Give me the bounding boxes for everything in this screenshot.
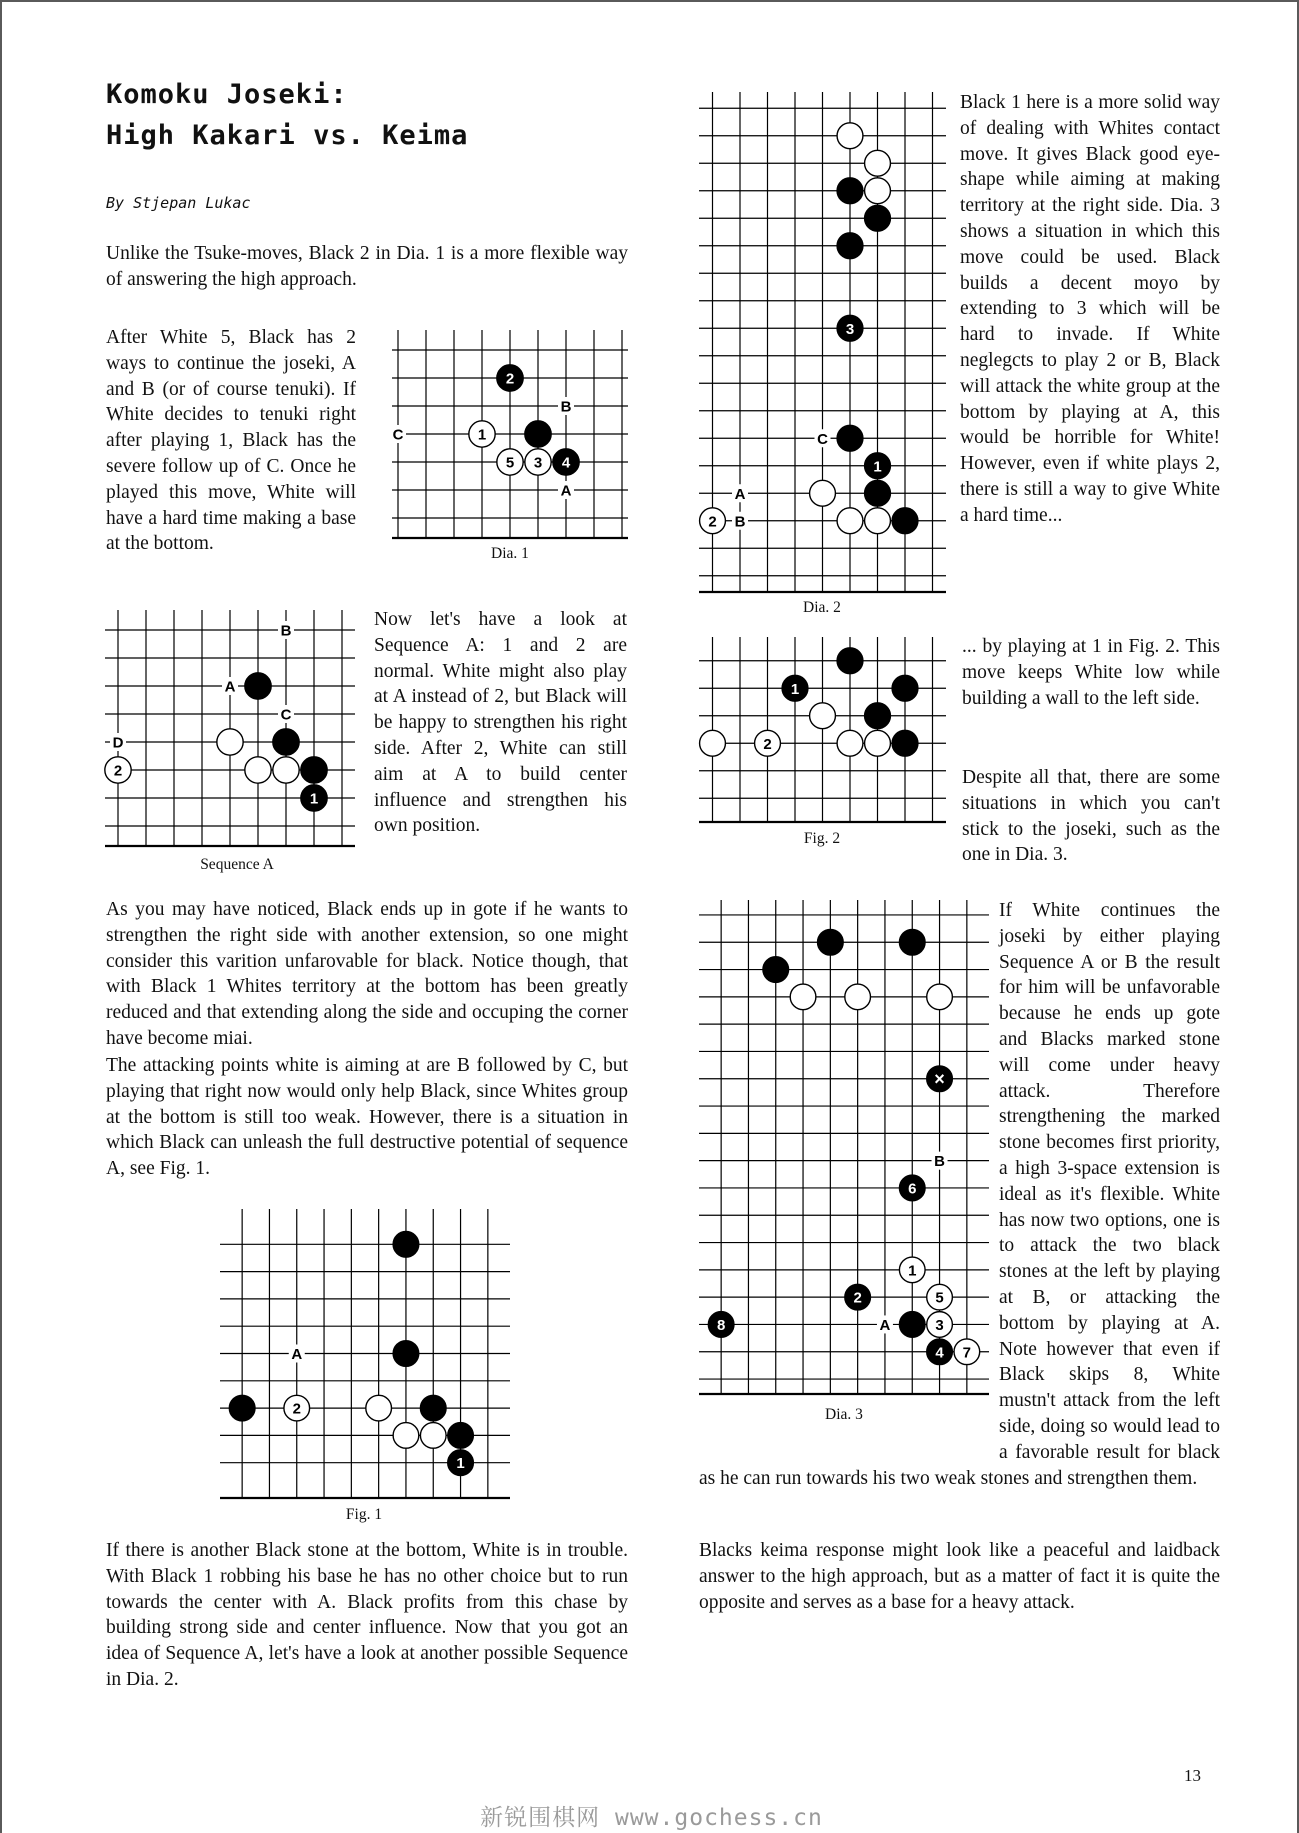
white-stone — [837, 508, 863, 534]
point-label: A — [291, 1346, 303, 1363]
white-stone — [837, 123, 863, 149]
dia1-board — [392, 330, 628, 538]
intro-paragraph: Unlike the Tsuke-moves, Black 2 in Dia. 1 is a more flexible way of answering the high approach. — [106, 243, 628, 290]
dia1-board-svg — [392, 330, 628, 538]
white-stone — [217, 729, 243, 755]
stone-number: 2 — [292, 1400, 301, 1418]
dia2-board-svg — [699, 92, 946, 592]
stone-number: 7 — [962, 1344, 972, 1362]
black-stone — [448, 1423, 474, 1449]
stone-number: 1 — [309, 790, 319, 808]
black-stone — [865, 205, 891, 231]
stone-number: 4 — [935, 1344, 944, 1362]
black-stone — [837, 233, 863, 259]
stone-number: 1 — [908, 1262, 917, 1280]
black-stone — [865, 703, 891, 729]
stone-number: 1 — [456, 1455, 465, 1473]
site-watermark: 新锐围棋网 www.gochess.cn — [480, 1805, 823, 1831]
point-label: B — [734, 513, 746, 531]
point-label: D — [112, 734, 124, 752]
dia3-caption: Dia. 3 — [825, 1406, 863, 1423]
fig2-board-svg — [699, 637, 946, 822]
dia2-caption: Dia. 2 — [803, 599, 841, 616]
title-line-2: High Kakari vs. Keima — [106, 120, 469, 151]
white-stone — [700, 730, 726, 756]
dia1-caption: Dia. 1 — [491, 545, 529, 562]
black-stone — [420, 1395, 446, 1421]
stone-number: 2 — [853, 1289, 862, 1307]
stone-number: 5 — [505, 454, 515, 472]
stone-number: 3 — [845, 320, 855, 338]
point-label: B — [934, 1153, 945, 1171]
white-stone — [865, 730, 891, 756]
fig2-board — [699, 637, 946, 822]
stone-number: 8 — [716, 1316, 726, 1334]
stone-number: 2 — [763, 735, 772, 753]
stone-number: 4 — [561, 454, 571, 472]
white-stone — [865, 508, 891, 534]
point-label: B — [280, 622, 292, 640]
article-title — [106, 74, 468, 156]
dia3-float-spacer — [699, 898, 999, 1444]
white-stone — [273, 757, 299, 783]
stone-number: 3 — [533, 454, 543, 472]
keima-paragraph: Blacks keima response might look like a peaceful and laidback answer to the high approach, but as a matter of fact it is quite the opposite and serves as a base for a heavy attack. — [699, 1540, 1220, 1613]
fig1-board — [220, 1209, 510, 1498]
stone-number: 1 — [790, 680, 800, 698]
page-number: 13 — [1184, 1766, 1201, 1785]
fig1-paragraph: If there is another Black stone at the bottom, White is in trouble. With Black 1 robbing his base he has no other choice but to run towards the center with A. Black profits from this chase by building strong side and center influence. Now that you got an idea of Sequence A, let's have a look at another possible Sequence in Dia. 2. — [106, 1540, 628, 1690]
title-line-1: Komoku Joseki: — [106, 79, 348, 110]
black-stone — [229, 1395, 255, 1421]
stone-number: 2 — [505, 370, 515, 388]
point-label: A — [560, 482, 572, 500]
author-byline: By Stjepan Lukac — [106, 194, 251, 212]
dia1-paragraph: After White 5, Black has 2 ways to continue the joseki, A and B (or of course tenuki). If White decides to tenuki right after playing 1, Black has the severe follow up of C. Once he played this move, White will have a hard time making a base at the bottom. — [106, 327, 356, 555]
sequence-a-board-svg — [105, 610, 355, 846]
fig1-board-svg — [220, 1209, 510, 1498]
point-label: A — [224, 678, 236, 696]
stone-number: 1 — [873, 458, 882, 476]
white-stone — [810, 480, 836, 506]
sequence-a-paragraph: Now let's have a look at Sequence A: 1 and 2 are normal. White might also play at A instead of 2, but Black will be happy to strengthen his right side. After 2, White can still aim at A to build center influence and strengthen his own position. — [374, 609, 627, 837]
black-stone — [892, 508, 918, 534]
black-stone — [837, 648, 863, 674]
black-stone — [865, 480, 891, 506]
sequence-a-board — [105, 610, 355, 846]
point-label: C — [392, 426, 404, 444]
stone-number: 1 — [477, 426, 487, 444]
fig2-paragraph: ... by playing at 1 in Fig. 2. This move keeps White low while building a wall to the left side. — [962, 636, 1220, 709]
white-stone — [393, 1423, 419, 1449]
stone-number: × — [934, 1068, 945, 1089]
stone-number: 3 — [935, 1316, 944, 1334]
sequence-a-caption: Sequence A — [200, 856, 274, 873]
white-stone — [865, 178, 891, 204]
black-stone — [525, 421, 551, 447]
black-stone — [245, 673, 271, 699]
black-stone — [393, 1341, 419, 1367]
black-stone — [393, 1231, 419, 1257]
white-stone — [420, 1423, 446, 1449]
fig2-caption: Fig. 2 — [803, 830, 841, 847]
black-stone — [892, 730, 918, 756]
point-label: C — [817, 430, 828, 448]
attacking-points-paragraph: The attacking points white is aiming at are B followed by C, but playing that right now would only help Black, since Whites group at the bottom is still too weak. However, there is a situation in which Black can unleash the full destructive potential of sequence A, see Fig. 1. — [106, 1055, 628, 1180]
black-stone — [892, 675, 918, 701]
stone-number: 6 — [908, 1180, 917, 1198]
stone-number: 5 — [935, 1289, 944, 1307]
dia2-board — [699, 92, 946, 592]
despite-paragraph: Despite all that, there are some situations in which you can't stick to the joseki, such as the one in Dia. 3. — [962, 767, 1220, 866]
black-stone — [837, 178, 863, 204]
point-label: A — [879, 1316, 891, 1334]
black-stone — [273, 729, 299, 755]
point-label: B — [560, 398, 572, 416]
dia2-paragraph: Black 1 here is a more solid way of dealing with Whites contact move. It gives Black good eye-shape while aiming at making territory at the right side. Dia. 3 shows a situation in which this move could be used. Black builds a decent moyo by extending to 3 which will be hard to invade. If White neglegcts to play 2 or B, Black will attack the white group at the bottom by playing at A, this would be horrible for White! However, even if white plays 2, there is still a way to give White a hard time... — [960, 92, 1220, 526]
point-label: C — [280, 706, 292, 724]
point-label: A — [734, 485, 746, 503]
white-stone — [245, 757, 271, 783]
white-stone — [837, 730, 863, 756]
fig1-caption: Fig. 1 — [345, 1506, 383, 1523]
dia3-paragraph — [699, 898, 1220, 1491]
white-stone — [810, 703, 836, 729]
stone-number: 2 — [708, 513, 717, 531]
stone-number: 2 — [113, 762, 123, 780]
black-stone — [837, 425, 863, 451]
white-stone — [366, 1395, 392, 1421]
white-stone — [865, 150, 891, 176]
black-stone — [301, 757, 327, 783]
dia3-paragraph-text: If White continues the joseki by either playing Sequence A or B the result for him will be unfavorable because he ends up gote and Blacks marked stone will come under heavy attack. Therefore strengthening the marked stone becomes first priority, a high 3-space extension is ideal as it's flexible. White has now two options, one is to attack the two black stones at the left by playing at B, or attacking the bottom by playing at A. Note however that even if Black skips 8, White mustn't attack from the left side, doing so would lead to a favorable result for black as he can run towards his two weak stones and strengthen them. — [699, 900, 1220, 1489]
gote-paragraph: As you may have noticed, Black ends up in gote if he wants to strengthen the right side with another extension, so one might consider this varition unfarovable for black. Notice though, that with Black 1 Whites territory at the bottom has been greatly reduced and that extending along the side and occuping the corner have become miai. — [106, 899, 628, 1049]
